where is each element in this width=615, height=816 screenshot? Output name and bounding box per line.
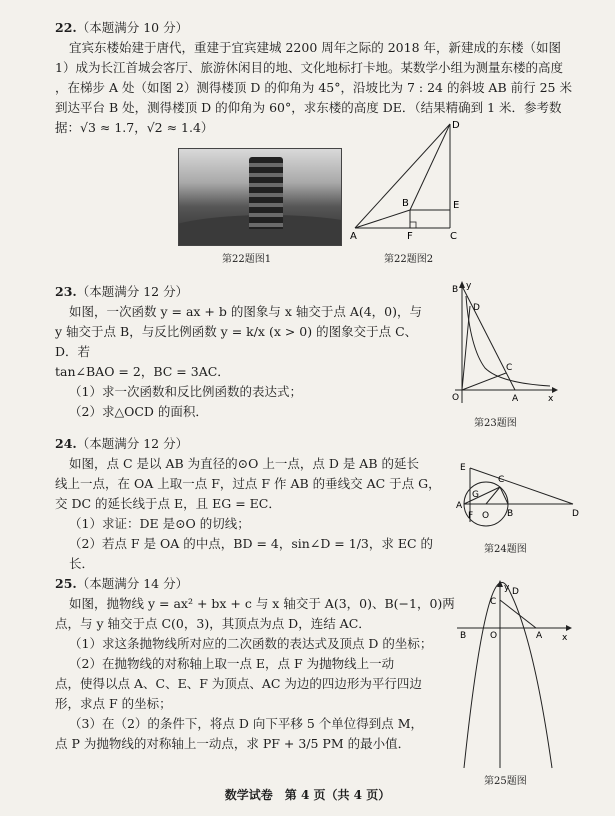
y-axis-arrow bbox=[497, 580, 503, 587]
q23-line2: y 轴交于点 B，与反比例函数 y = k/x (x > 0) 的图象交于点 C、D．若 bbox=[55, 324, 418, 359]
line-BD bbox=[410, 124, 450, 210]
q25-sub1: （1）求这条抛物线所对应的二次函数的表达式及顶点 D 的坐标； bbox=[69, 636, 433, 651]
q24-sub1: （1）求证：DE 是⊙O 的切线； bbox=[69, 516, 250, 531]
q25-sub3b: 点 P 为抛物线的对称轴上一动点，求 PF + 3/5 PM 的最小值． bbox=[55, 736, 411, 751]
q25-fig-caption: 第25题图 bbox=[484, 776, 527, 787]
q25-sub2a: （2）在抛物线的对称轴上取一点 E，点 F 为抛物线上一动 bbox=[69, 656, 395, 671]
q23-sub1: （1）求一次函数和反比例函数的表达式； bbox=[69, 384, 302, 399]
q24-header: （本题满分 12 分） bbox=[76, 436, 189, 451]
q23-fig-caption: 第23题图 bbox=[474, 418, 517, 429]
label-C: C bbox=[506, 363, 513, 373]
q23-line1: 如图，一次函数 y = ax + b 的图象与 x 轴交于点 A(4，0)，与 bbox=[69, 304, 423, 319]
q24-line3: 交 DC 的延长线于点 E，且 EG = EC． bbox=[55, 496, 281, 511]
q25-header: （本题满分 14 分） bbox=[76, 576, 189, 591]
q22-fig1-caption: 第22题图1 bbox=[222, 254, 272, 265]
q23-line3: tan∠BAO = 2，BC = 3AC． bbox=[55, 364, 230, 379]
label-D: D bbox=[452, 120, 460, 131]
q25-figure bbox=[452, 580, 572, 770]
question-22 bbox=[55, 18, 595, 138]
q25-sub2c: 形，求点 F 的坐标； bbox=[55, 696, 172, 711]
q24-line2: 线上一点，在 OA 上取一点 F，过点 F 作 AB 的垂线交 AC 于点 G， bbox=[55, 476, 441, 491]
q22-line2: 1）成为长江首城会客厅、旅游休闲目的地、文化地标打卡地。某数学小组为测量东楼的高度 bbox=[55, 60, 563, 75]
label-x: x bbox=[562, 633, 568, 643]
q22-line1: 宜宾东楼始建于唐代，重建于宜宾建城 2200 周年之际的 2018 年，新建成的东楼（如图 bbox=[69, 40, 562, 55]
line-OD bbox=[462, 306, 470, 390]
label-G: G bbox=[472, 490, 479, 500]
label-O: O bbox=[490, 631, 498, 641]
label-E: E bbox=[453, 200, 460, 211]
label-y: y bbox=[504, 583, 510, 593]
q25-sub2b: 点，使得以点 A、C、E、F 为顶点、AC 为边的四边形为平行四边 bbox=[55, 676, 422, 691]
label-F: F bbox=[407, 231, 413, 242]
q22-number: 22. bbox=[55, 20, 77, 35]
q23-number: 23. bbox=[55, 284, 77, 299]
label-D: D bbox=[572, 509, 579, 519]
label-D: D bbox=[512, 587, 519, 597]
q22-fig2-caption: 第22题图2 bbox=[384, 254, 434, 265]
x-axis-arrow bbox=[566, 625, 572, 631]
q23-sub2: （2）求△OCD 的面积． bbox=[69, 404, 208, 419]
q25-line1: 如图，抛物线 y = ax² + bx + c 与 x 轴交于 A(3，0)、B(−1，0)两 bbox=[69, 596, 455, 611]
label-D: D bbox=[473, 303, 480, 313]
label-O: O bbox=[482, 511, 490, 521]
label-A: A bbox=[350, 231, 357, 242]
q22-header: （本题满分 10 分） bbox=[76, 20, 189, 35]
label-y: y bbox=[466, 281, 472, 291]
q24-sub2: （2）若点 F 是 OA 的中点，BD = 4，sin∠D = 1/3，求 EC 的长． bbox=[69, 536, 434, 571]
label-A: A bbox=[456, 501, 463, 511]
label-A: A bbox=[512, 394, 519, 404]
east-tower-photo bbox=[178, 148, 342, 246]
q25-sub3a: （3）在（2）的条件下，将点 D 向下平移 5 个单位得到点 M， bbox=[69, 716, 424, 731]
q22-figure2 bbox=[350, 118, 465, 243]
q23-figure bbox=[440, 278, 560, 408]
label-B: B bbox=[452, 285, 459, 295]
q25-number: 25. bbox=[55, 576, 77, 591]
q24-number: 24. bbox=[55, 436, 77, 451]
q22-line4: 到达平台 B 处，测得楼顶 D 的仰角为 60°，求东楼的高度 DE．（结果精确到 1 米．参考数 bbox=[55, 100, 562, 115]
page-footer: 数学试卷 第 4 页（共 4 页） bbox=[224, 788, 391, 802]
line-AC bbox=[500, 600, 536, 628]
label-B: B bbox=[402, 198, 409, 209]
label-x: x bbox=[548, 394, 554, 404]
q22-line5: 据：√3 ≈ 1.7，√2 ≈ 1.4） bbox=[55, 120, 214, 135]
q24-line1: 如图，点 C 是以 AB 为直径的⊙O 上一点，点 D 是 AB 的延长 bbox=[69, 456, 419, 471]
line-ED bbox=[470, 468, 573, 504]
right-angle-mark bbox=[410, 222, 416, 228]
label-B: B bbox=[460, 631, 467, 641]
line-OC bbox=[486, 487, 500, 504]
label-O: O bbox=[452, 393, 460, 403]
q25-line2: 点，与 y 轴交于点 C(0，3)，其顶点为点 D，连结 AC． bbox=[55, 616, 371, 631]
label-A: A bbox=[536, 631, 543, 641]
label-C: C bbox=[498, 475, 505, 485]
q24-figure bbox=[448, 462, 583, 532]
q22-line3: ，在梯步 A 处（如图 2）测得楼顶 D 的仰角为 45°，沿坡比为 7 : 24 的斜坡 AB 前行 25 米 bbox=[55, 80, 572, 95]
question-25 bbox=[55, 574, 475, 754]
line-OC bbox=[462, 373, 506, 390]
label-C: C bbox=[490, 597, 497, 607]
x-axis-arrow bbox=[552, 387, 558, 393]
question-23 bbox=[55, 282, 435, 422]
label-F: F bbox=[468, 511, 474, 521]
label-C: C bbox=[450, 231, 457, 242]
linear-function-line bbox=[462, 286, 515, 390]
label-E: E bbox=[460, 463, 466, 473]
label-B: B bbox=[507, 509, 514, 519]
parabola-curve bbox=[464, 582, 552, 768]
q23-header: （本题满分 12 分） bbox=[76, 284, 189, 299]
q24-fig-caption: 第24题图 bbox=[484, 544, 527, 555]
question-24 bbox=[55, 434, 455, 574]
